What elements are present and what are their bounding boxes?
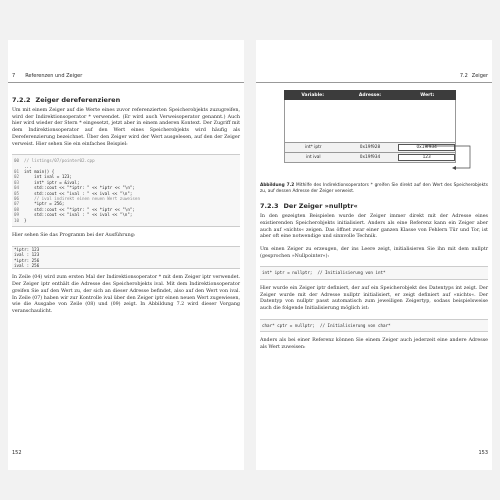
line-number: 04 xyxy=(14,185,20,191)
paragraph: In den gezeigten Beispielen wurde der Zeiger immer direkt mit der Adresse eines existierenden Speicherobjekts initialisiert. Anders als eine Referenz kann ein Zeiger aber auch auf »nichts« zeigen. Das öffnet zwar einer ganzen Klasse von Fehlern Tür und Tor, ist aber oft eine notwendige und sinnvolle Technik. xyxy=(260,214,488,240)
figure-caption xyxy=(260,183,488,194)
caption-text: Mithilfe des Indirektionsoperators * greifen Sie direkt auf den Wert des Speicherobjekts zu, auf dessen Adresse der Zeiger verweist. xyxy=(260,183,488,194)
code-text: int main() { xyxy=(24,169,55,175)
line-number: 05 xyxy=(14,190,20,196)
paragraph: In Zeile (04) wird zum ersten Mal der Indirektionsoperator * mit dem Zeiger iptr verwendet. Der Zeiger iptr enthält die Adresse des Speicherobjekts ival. Mit dem Indirektionsoperator greifen Sie auf den Wert zu, der sich an dieser Adresse befindet, also auf den Wert von ival. In Zeile (07) haben wir zur Kontrolle ival über den Zeiger iptr einen neuen Wert zugewiesen, wie die Ausgabe von Zeile (08) und (09) zeigt. In Abbildung 7.2 wird dieser Vorgang veranschaulicht. xyxy=(12,275,240,314)
left-content xyxy=(12,96,240,322)
chapter-title: Referenzen und Zeiger xyxy=(25,73,83,79)
code-text: // ival indirekt einen neuen Wert zuweisen xyxy=(24,196,140,202)
caption-label: Abbildung 7.2 xyxy=(260,183,295,188)
code-line: int* iptr = nullptr; // Initialisierung von int* xyxy=(262,270,386,276)
left-page xyxy=(8,40,244,470)
section-title: Der Zeiger »nullptr« xyxy=(283,202,358,211)
paragraph: Um einen Zeiger zu erzeugen, der ins Leere zeigt, initialisieren Sie ihn mit dem nullptr (gesprochen »Nullpointer«): xyxy=(260,247,488,259)
header-value: Wert: xyxy=(420,92,435,98)
row-value: 123 xyxy=(398,154,455,161)
line-number: 01 xyxy=(14,169,20,175)
line-number: 07 xyxy=(14,201,20,207)
line-number: 02 xyxy=(14,174,20,180)
paragraph: Anders als bei einer Referenz können Sie einem Zeiger auch jederzeit eine andere Adresse als Wert zuweisen: xyxy=(260,338,488,350)
code-listing xyxy=(12,154,240,227)
code-text: std::cout << "*iptr: " << *iptr << "\n"; xyxy=(24,206,135,212)
output-line: *iptr: 256 xyxy=(14,257,40,263)
code-line: char* cptr = nullptr; // Initialisierung von char* xyxy=(262,322,391,328)
row-variable: int ival xyxy=(306,155,321,160)
output-line: ival : 123 xyxy=(14,252,40,258)
line-number: 10 xyxy=(14,217,20,223)
right-page xyxy=(256,40,492,470)
line-number: 00 xyxy=(14,158,20,164)
pointer-arrow xyxy=(260,84,488,180)
code-text: // listings/07/pointer02.cpp xyxy=(24,158,95,164)
row-address: 0x19f934 xyxy=(359,155,381,160)
row-address: 0x19f928 xyxy=(359,145,381,150)
code-snippet xyxy=(260,319,488,332)
section-number: 7.2.2 xyxy=(12,96,31,104)
line-number: 09 xyxy=(14,212,20,218)
row-value: 0x19f934 xyxy=(398,144,455,151)
code-text: *iptr = 256; xyxy=(24,201,65,207)
code-text: std::cout << "ival : " << ival << "\n"; xyxy=(24,212,133,218)
running-head-left xyxy=(8,70,244,83)
section-heading xyxy=(12,96,240,104)
code-text: std::cout << "*iptr: " << *iptr << "\n"; xyxy=(24,185,135,191)
page-number: 152 xyxy=(12,450,22,456)
line-number: 06 xyxy=(14,196,20,202)
page-number: 153 xyxy=(478,450,488,456)
code-text: int ival = 123; xyxy=(24,174,72,180)
code-text: } xyxy=(24,217,27,223)
code-text: int* iptr = &ival; xyxy=(24,179,80,185)
figure-pointer-diagram xyxy=(260,84,488,180)
section-ref-number: 7.2 xyxy=(459,73,468,79)
running-head-right xyxy=(256,70,492,83)
paragraph: Hier wurde ein Zeiger iptr definiert, der auf ein Speicherobjekt des Datentyps int zeigt. Der Zeiger wurde mit der Adresse nullptr initialisiert, er zeigt definiert auf »nichts«. Der Datentyp von nullptr passt automatisch zum jeweiligen Zeigertyp, sodass beispielsweise auch die folgende Initialisierung möglich ist: xyxy=(260,285,488,311)
chapter-number: 7 xyxy=(12,73,16,79)
code-text: ... xyxy=(24,163,32,169)
right-content xyxy=(260,84,488,357)
section-number: 7.2.3 xyxy=(260,202,279,211)
code-snippet xyxy=(260,266,488,279)
section-title: Zeiger dereferenzieren xyxy=(35,96,121,104)
output-line: *iptr: 123 xyxy=(14,246,40,252)
paragraph: Um mit einem Zeiger auf die Werte eines zuvor referenzierten Speicherobjekts zuzugreifen, wird der Indirektionsoperator * verwendet. (Er wird auch Verweisoperator genannt.) Auch hier wird wieder der Stern * eingesetzt, jetzt aber in einem anderen Kontext. Der Zugriff mit dem Indirektionsoperator auf den Wert eines Speicherobjekts wird häufig als Dereferenzierung bezeichnet. Über den Zeiger wird der Wert ausgelesen, auf den der Zeiger verweist. Hier sehen Sie ein einfaches Beispiel: xyxy=(12,108,240,147)
header-variable: Variable: xyxy=(301,92,324,98)
code-text: std::cout << "ival : " << ival << "\n"; xyxy=(24,190,133,196)
code-line xyxy=(14,218,238,223)
header-address: Adresse: xyxy=(358,92,382,98)
line-number: 03 xyxy=(14,179,20,185)
line-number: 08 xyxy=(14,206,20,212)
program-output xyxy=(12,246,240,270)
section-ref-title: Zeiger xyxy=(471,73,488,79)
section-heading xyxy=(260,202,488,210)
paragraph: Hier sehen Sie das Programm bei der Ausführung: xyxy=(12,233,136,239)
output-line: ival : 256 xyxy=(14,263,40,269)
row-variable: int* iptr xyxy=(305,145,322,150)
